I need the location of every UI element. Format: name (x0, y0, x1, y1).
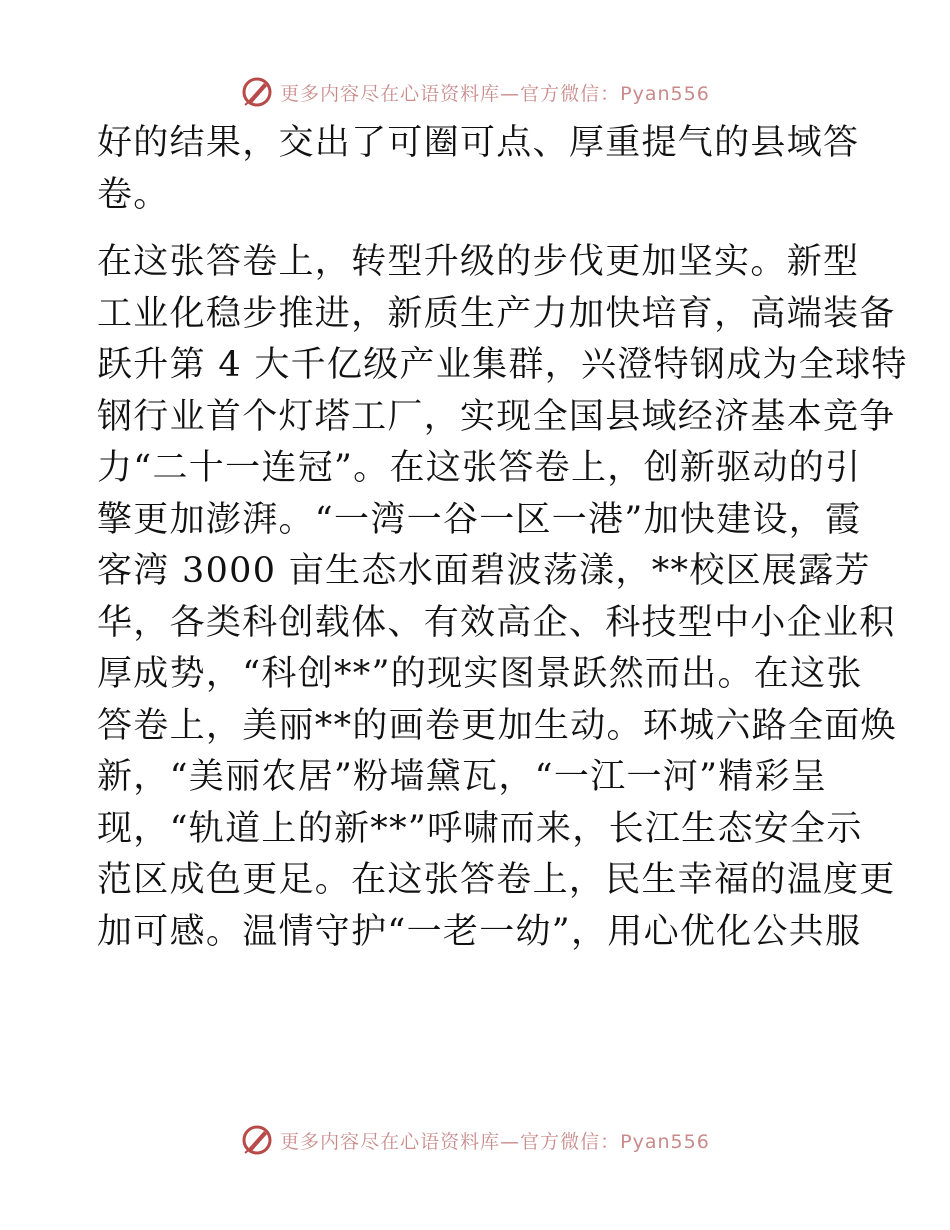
text-line: 工业化稳步推进，新质生产力加快培育，高端装备 (97, 293, 896, 334)
text-line: 答卷上，美丽**的画卷更加生动。环城六路全面焕 (97, 705, 897, 746)
watermark-text: 更多内容尽在心语资料库—官方微信：Pyan556 (280, 82, 710, 105)
text-line: 卷。 (97, 174, 170, 215)
text-line: 在这张答卷上，转型升级的步伐更加坚实。新型 (97, 242, 860, 282)
header-watermark (0, 72, 950, 112)
text-line: 厚成势，“科创**”的现实图景跃然而出。在这张 (97, 654, 863, 694)
text-line: 钢行业首个灯塔工厂，实现全国县域经济基本竞争 (97, 396, 896, 437)
text-line: 现，“轨道上的新**”呼啸而来，长江生态安全示 (97, 808, 863, 849)
text-line: 客湾 3000 亩生态水面碧波荡漾，**校区展露芳 (97, 551, 871, 591)
watermark-text: 更多内容尽在心语资料库—官方微信：Pyan556 (280, 1130, 710, 1153)
quill-logo-icon (240, 1123, 274, 1157)
text-line: 力“二十一连冠”。在这张答卷上，创新驱动的引 (97, 448, 862, 488)
document-body (97, 118, 908, 958)
paragraph (97, 118, 860, 221)
text-line: 擎更加澎湃。“一湾一谷一区一港”加快建设，霞 (97, 499, 862, 540)
text-line: 跃升第 4 大千亿级产业集群，兴澄特钢成为全球特 (97, 345, 908, 385)
footer-watermark (0, 1120, 950, 1160)
text-line: 加可感。温情守护“一老一幼”，用心优化公共服 (97, 911, 862, 952)
paragraph (97, 237, 908, 958)
text-line: 新，“美丽农居”粉墙黛瓦，“一江一河”精彩呈 (97, 757, 828, 797)
text-line: 华，各类科创载体、有效高企、科技型中小企业积 (97, 602, 896, 643)
text-line: 好的结果，交出了可圈可点、厚重提气的县域答 (97, 123, 860, 163)
text-line: 范区成色更足。在这张答卷上，民生幸福的温度更 (97, 860, 896, 900)
quill-logo-icon (240, 75, 274, 109)
